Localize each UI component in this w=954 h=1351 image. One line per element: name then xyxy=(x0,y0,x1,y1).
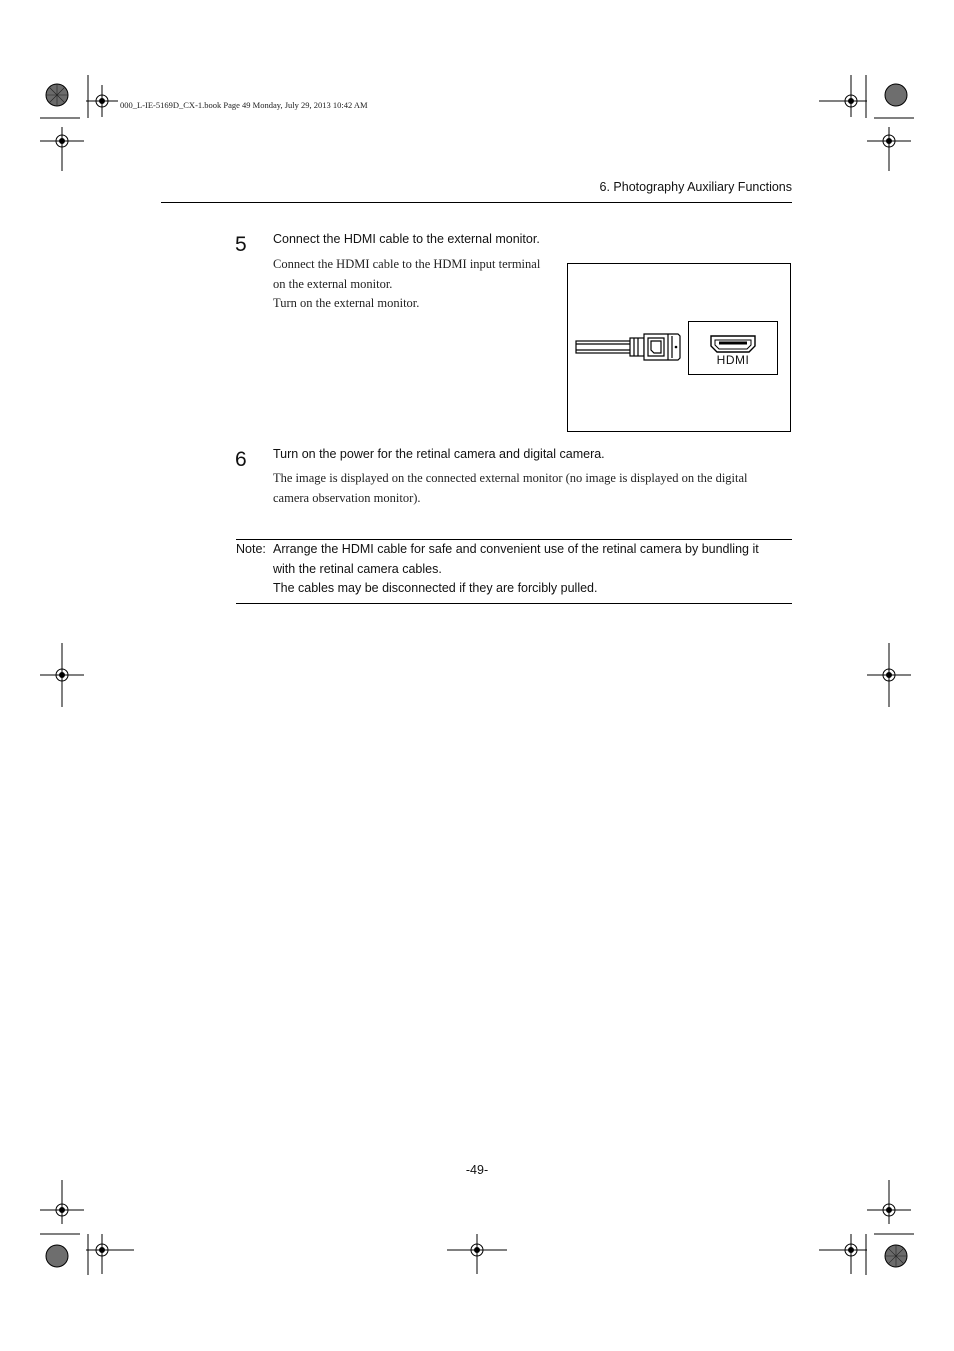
step-6-body xyxy=(273,469,793,508)
step-5-body-line: Turn on the external monitor. xyxy=(273,296,420,310)
step-6-body-line: camera observation monitor). xyxy=(273,490,421,505)
hdmi-port-panel xyxy=(688,321,778,375)
note-line: Arrange the HDMI cable for safe and convenient use of the retinal camera by bundling it xyxy=(273,542,759,556)
note-line: The cables may be disconnected if they are forcibly pulled. xyxy=(273,581,598,595)
page-number: -49- xyxy=(465,1163,489,1177)
note-text xyxy=(273,540,793,599)
step-6-number: 6 xyxy=(235,448,247,471)
note-line: with the retinal camera cables. xyxy=(273,561,442,576)
hdmi-port-label: HDMI xyxy=(716,353,750,367)
step-5-number: 5 xyxy=(235,233,247,256)
step-5-title: Connect the HDMI cable to the external monitor. xyxy=(273,232,540,246)
step-6-title: Turn on the power for the retinal camera and digital camera. xyxy=(273,447,605,461)
step-5-body-line: on the external monitor. xyxy=(273,276,393,291)
hdmi-connection-figure xyxy=(567,263,791,432)
step-5-body-line: Connect the HDMI cable to the HDMI input terminal xyxy=(273,257,541,271)
book-file-info: 000_L-IE-5169D_CX-1.book Page 49 Monday, July 29, 2013 10:42 AM xyxy=(120,100,368,110)
note-bottom-rule xyxy=(236,603,792,604)
step-6-body-line: The image is displayed on the connected external monitor (no image is displayed on the digital xyxy=(273,471,748,485)
note-label: Note: xyxy=(236,542,266,556)
header-rule xyxy=(161,202,792,203)
section-title: 6. Photography Auxiliary Functions xyxy=(599,180,792,194)
step-5-body xyxy=(273,255,563,314)
